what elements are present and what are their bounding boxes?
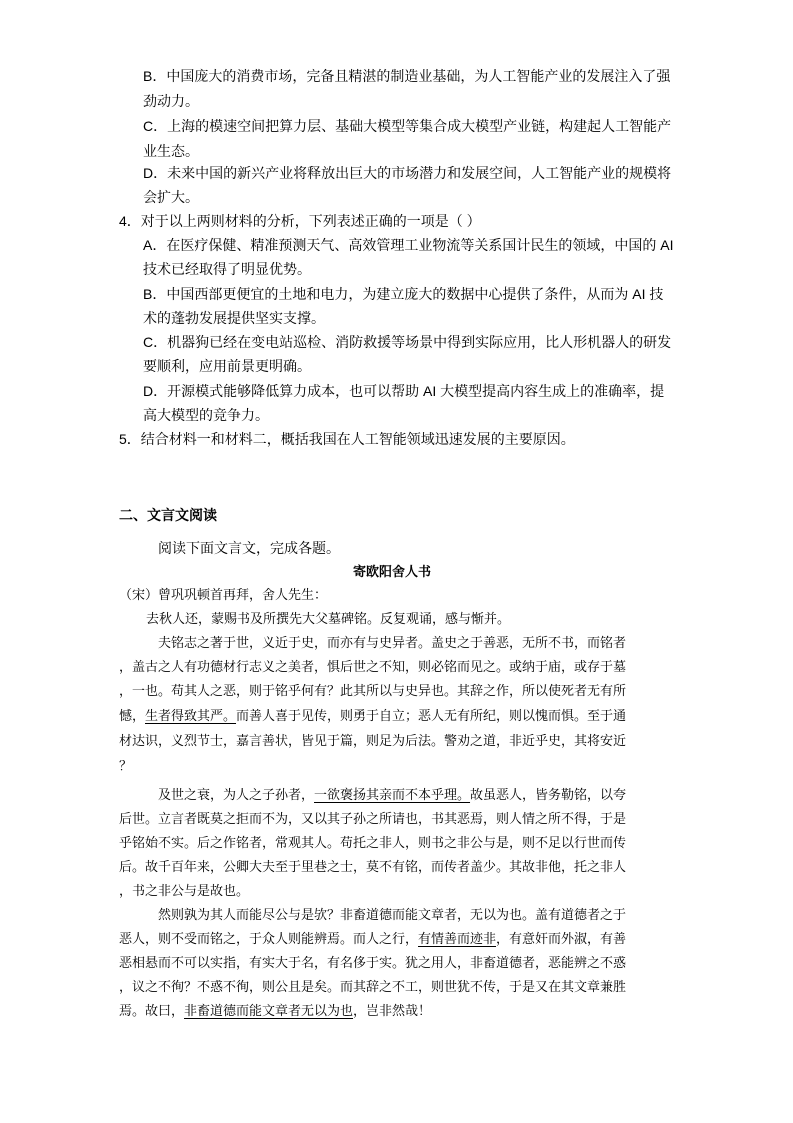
p2-line-4-start: 憾， — [119, 709, 146, 724]
p2-line-5: 材达识，义烈节士，嘉言善状，皆见于篇，则足为后法。警劝之道，非近乎史，其将安近 — [119, 734, 627, 749]
essay-title: 寄欧阳舍人书 — [353, 565, 432, 580]
p3-line-5: ，书之非公与是故也。 — [119, 884, 250, 899]
q3-option-c-line1: C．上海的模速空间把算力层、基础大模型等集合成大模型产业链，构建起人工智能产 — [143, 118, 672, 134]
p4-line-3: 恶相悬而不可以实指，有实大于名，有名侈于实。犹之用人，非畜道德者，恶能辨之不惑 — [119, 956, 627, 971]
q3-option-b-line1: B．中国庞大的消费市场，完备且精湛的制造业基础，为人工智能产业的发展注入了强 — [143, 68, 671, 84]
q4-option-a-line2: 技术已经取得了明显优势。 — [143, 261, 311, 277]
p2-line-4-end: 而善人喜于见传，则勇于自立；恶人无有所纪，则以愧而惧。至于通 — [236, 709, 627, 724]
p4-line-2 — [119, 930, 626, 950]
essay-paragraph-1: 去秋人还，蒙赐书及所撰先大父墓碑铭。反复观诵，感与惭并。 — [146, 612, 511, 627]
underlined-phrase-3: 有情善而迹非 — [418, 932, 497, 947]
section-heading: 二、文言文阅读 — [119, 507, 217, 523]
p4-line-5-end: ，岂非然哉！ — [353, 1004, 432, 1019]
q4-option-c-line2: 要顺利，应用前景更明确。 — [143, 358, 311, 374]
underlined-phrase-2: 一欲褒扬其亲而不本乎理。 — [314, 788, 471, 803]
p3-line-4: 后。故千百年来，公卿大夫至于里巷之士，莫不有铭，而传者盖少。其故非他，托之非人 — [119, 860, 627, 875]
q4-option-b-line1: B．中国西部更便宜的土地和电力，为建立庞大的数据中心提供了条件，从而为 AI 技 — [143, 286, 664, 302]
p3-line-1-start: 及世之衰，为人之子孙者， — [158, 788, 315, 803]
q3-option-b-line2: 劲动力。 — [143, 93, 199, 109]
p2-line-3: ，一也。苟其人之恶，则于铭乎何有？此其所以与史异也。其辞之作，所以使死者无有所 — [119, 684, 627, 699]
q4-option-a-line1: A．在医疗保健、精准预测天气、高效管理工业物流等关系国计民生的领域，中国的 AI — [143, 237, 674, 253]
q4-option-d-line1: D．开源模式能够降低算力成本，也可以帮助 AI 大模型提高内容生成上的准确率，提 — [143, 383, 665, 399]
p4-line-4: ，议之不徇？不惑不徇，则公且是矣。而其辞之不工，则世犹不传，于是又在其文章兼胜 — [119, 980, 627, 995]
q4-option-b-line2: 术的蓬勃发展提供坚实支撑。 — [143, 310, 325, 326]
p3-line-3: 乎铭始不实。后之作铭者，常观其人。苟托之非人，则书之非公与是，则不足以行世而传 — [119, 836, 627, 851]
p2-line-6: ？ — [119, 759, 133, 774]
q4-option-d-line2: 高大模型的竞争力。 — [143, 407, 269, 423]
p3-line-1-end: 故虽恶人，皆务勒铭，以夸 — [470, 788, 627, 803]
essay-author-salutation: （宋）曾巩巩顿首再拜，舍人先生： — [119, 588, 328, 603]
q4-stem: 4．对于以上两则材料的分析，下列表述正确的一项是（ ） — [119, 213, 481, 229]
underlined-phrase-1: 生者得致其严。 — [145, 709, 237, 724]
p4-line-1: 然则孰为其人而能尽公与是欤？非畜道德而能文章者，无以为也。盖有道德者之于 — [158, 908, 627, 923]
p2-line-2: ，盖古之人有功德材行志义之美者，惧后世之不知，则必铭而见之。或纳于庙，或存于墓 — [119, 660, 627, 675]
q3-option-c-line2: 业生态。 — [143, 143, 199, 159]
p4-line-2-end: ，有意奸而外淑，有善 — [496, 932, 627, 947]
p3-line-2: 后世。立言者既莫之拒而不为，又以其子孙之所请也，书其恶焉，则人情之所不得，于是 — [119, 812, 627, 827]
q3-option-d-line1: D．未来中国的新兴产业将释放出巨大的市场潜力和发展空间，人工智能产业的规模将 — [143, 165, 672, 181]
q3-option-d-line2: 会扩大。 — [143, 189, 199, 205]
underlined-phrase-4: 非畜道德而能文章者无以为也 — [184, 1004, 354, 1019]
q5-stem: 5．结合材料一和材料二，概括我国在人工智能领域迅速发展的主要原因。 — [119, 431, 575, 447]
p2-line-1: 夫铭志之著于世，义近于史，而亦有与史异者。盖史之于善恶，无所不书，而铭者 — [158, 636, 627, 651]
p4-line-2-start: 恶人，则不受而铭之，于众人则能辨焉。而人之行， — [119, 932, 419, 947]
p3-line-1 — [158, 786, 626, 806]
section-intro: 阅读下面文言文，完成各题。 — [158, 540, 340, 556]
p4-line-5 — [119, 1002, 431, 1022]
p4-line-5-start: 焉。故曰， — [119, 1004, 185, 1019]
p2-line-4 — [119, 707, 626, 727]
q4-option-c-line1: C．机器狗已经在变电站巡检、消防救援等场景中得到实际应用，比人形机器人的研发 — [143, 334, 672, 350]
